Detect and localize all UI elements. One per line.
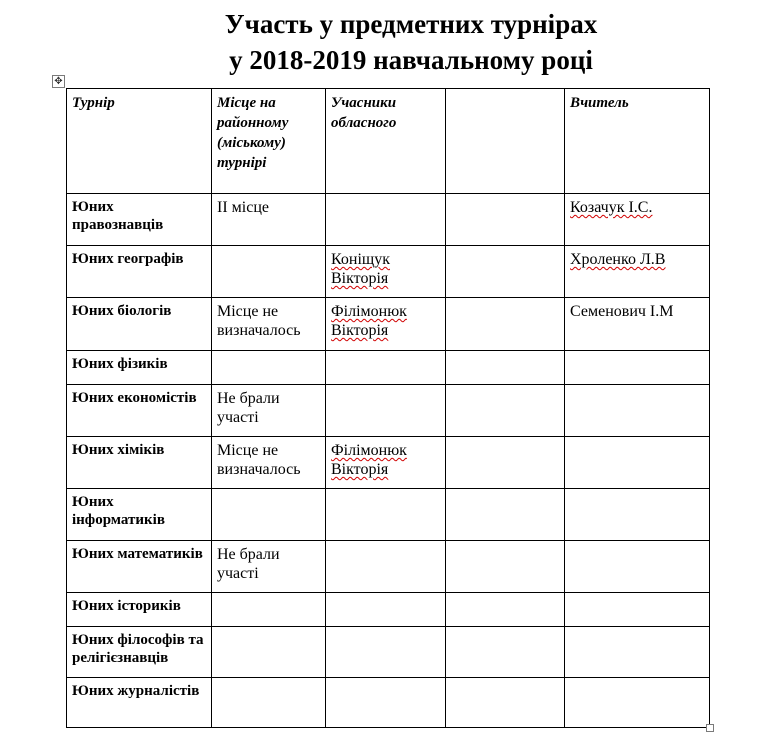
empty-cell bbox=[446, 194, 565, 246]
teacher-cell bbox=[565, 541, 710, 593]
participant-name: Філімонюк Вікторія bbox=[331, 303, 407, 339]
teacher-cell bbox=[565, 385, 710, 437]
tournament-cell: Юних хіміків bbox=[67, 437, 212, 489]
participant-name: Коніщук Вікторія bbox=[331, 251, 390, 287]
resize-handle-icon[interactable] bbox=[706, 724, 714, 732]
participants-cell bbox=[326, 678, 446, 728]
participants-cell bbox=[326, 541, 446, 593]
header-place: Місце на районному (міському) турнірі bbox=[212, 89, 326, 194]
place-cell: Місце не визначалось bbox=[212, 437, 326, 489]
place-cell bbox=[212, 627, 326, 678]
participants-cell bbox=[326, 246, 446, 298]
empty-cell bbox=[446, 541, 565, 593]
tournament-table bbox=[66, 88, 710, 728]
tournament-cell: Юних географів bbox=[67, 246, 212, 298]
title-line-1: Участь у предметних турнірах bbox=[224, 9, 598, 39]
table-row bbox=[67, 246, 710, 298]
table-row bbox=[67, 351, 710, 385]
empty-cell bbox=[446, 246, 565, 298]
empty-cell bbox=[446, 627, 565, 678]
place-cell: ІІ місце bbox=[212, 194, 326, 246]
tournament-cell: Юних істориків bbox=[67, 593, 212, 627]
teacher-name: Козачук І.С. bbox=[570, 199, 653, 216]
tournament-cell: Юних біологів bbox=[67, 298, 212, 351]
teacher-cell bbox=[565, 627, 710, 678]
header-teacher: Вчитель bbox=[565, 89, 710, 194]
teacher-cell: Семенович І.М bbox=[565, 298, 710, 351]
participants-cell bbox=[326, 437, 446, 489]
teacher-cell bbox=[565, 194, 710, 246]
place-cell bbox=[212, 246, 326, 298]
empty-cell bbox=[446, 351, 565, 385]
move-arrows-icon[interactable]: ✥ bbox=[52, 75, 65, 88]
table-row bbox=[67, 627, 710, 678]
place-cell: Не брали участі bbox=[212, 541, 326, 593]
tournament-cell: Юних економістів bbox=[67, 385, 212, 437]
teacher-cell bbox=[565, 593, 710, 627]
header-empty bbox=[446, 89, 565, 194]
empty-cell bbox=[446, 385, 565, 437]
table-row bbox=[67, 385, 710, 437]
participants-cell bbox=[326, 489, 446, 541]
tournament-cell: Юних філософів та релігієзнавців bbox=[67, 627, 212, 678]
place-cell bbox=[212, 593, 326, 627]
place-cell: Місце не визначалось bbox=[212, 298, 326, 351]
teacher-cell bbox=[565, 489, 710, 541]
header-participants: Учасники обласного bbox=[326, 89, 446, 194]
teacher-cell bbox=[565, 678, 710, 728]
participants-cell bbox=[326, 194, 446, 246]
tournament-cell: Юних журналістів bbox=[67, 678, 212, 728]
participants-cell bbox=[326, 593, 446, 627]
table-row bbox=[67, 489, 710, 541]
empty-cell bbox=[446, 678, 565, 728]
table-row bbox=[67, 678, 710, 728]
place-cell bbox=[212, 678, 326, 728]
empty-cell bbox=[446, 489, 565, 541]
participants-cell bbox=[326, 298, 446, 351]
table-row bbox=[67, 541, 710, 593]
teacher-cell bbox=[565, 246, 710, 298]
tournament-cell: Юних інформатиків bbox=[67, 489, 212, 541]
empty-cell bbox=[446, 437, 565, 489]
teacher-cell bbox=[565, 437, 710, 489]
empty-cell bbox=[446, 593, 565, 627]
table-row bbox=[67, 194, 710, 246]
table-header-row bbox=[67, 89, 710, 194]
tournament-cell: Юних фізиків bbox=[67, 351, 212, 385]
participant-name: Філімонюк Вікторія bbox=[331, 442, 407, 478]
teacher-name: Хроленко Л.В bbox=[570, 251, 666, 268]
header-tournament: Турнір bbox=[67, 89, 212, 194]
empty-cell bbox=[446, 298, 565, 351]
place-cell bbox=[212, 489, 326, 541]
table-row bbox=[67, 437, 710, 489]
tournament-cell: Юних правознавців bbox=[67, 194, 212, 246]
participants-cell bbox=[326, 627, 446, 678]
place-cell: Не брали участі bbox=[212, 385, 326, 437]
participants-cell bbox=[326, 351, 446, 385]
document-title bbox=[0, 6, 770, 78]
teacher-cell bbox=[565, 351, 710, 385]
tournament-cell: Юних математиків bbox=[67, 541, 212, 593]
table-row bbox=[67, 298, 710, 351]
title-line-2: у 2018-2019 навчальному році bbox=[229, 45, 593, 75]
table-row bbox=[67, 593, 710, 627]
place-cell bbox=[212, 351, 326, 385]
participants-cell bbox=[326, 385, 446, 437]
